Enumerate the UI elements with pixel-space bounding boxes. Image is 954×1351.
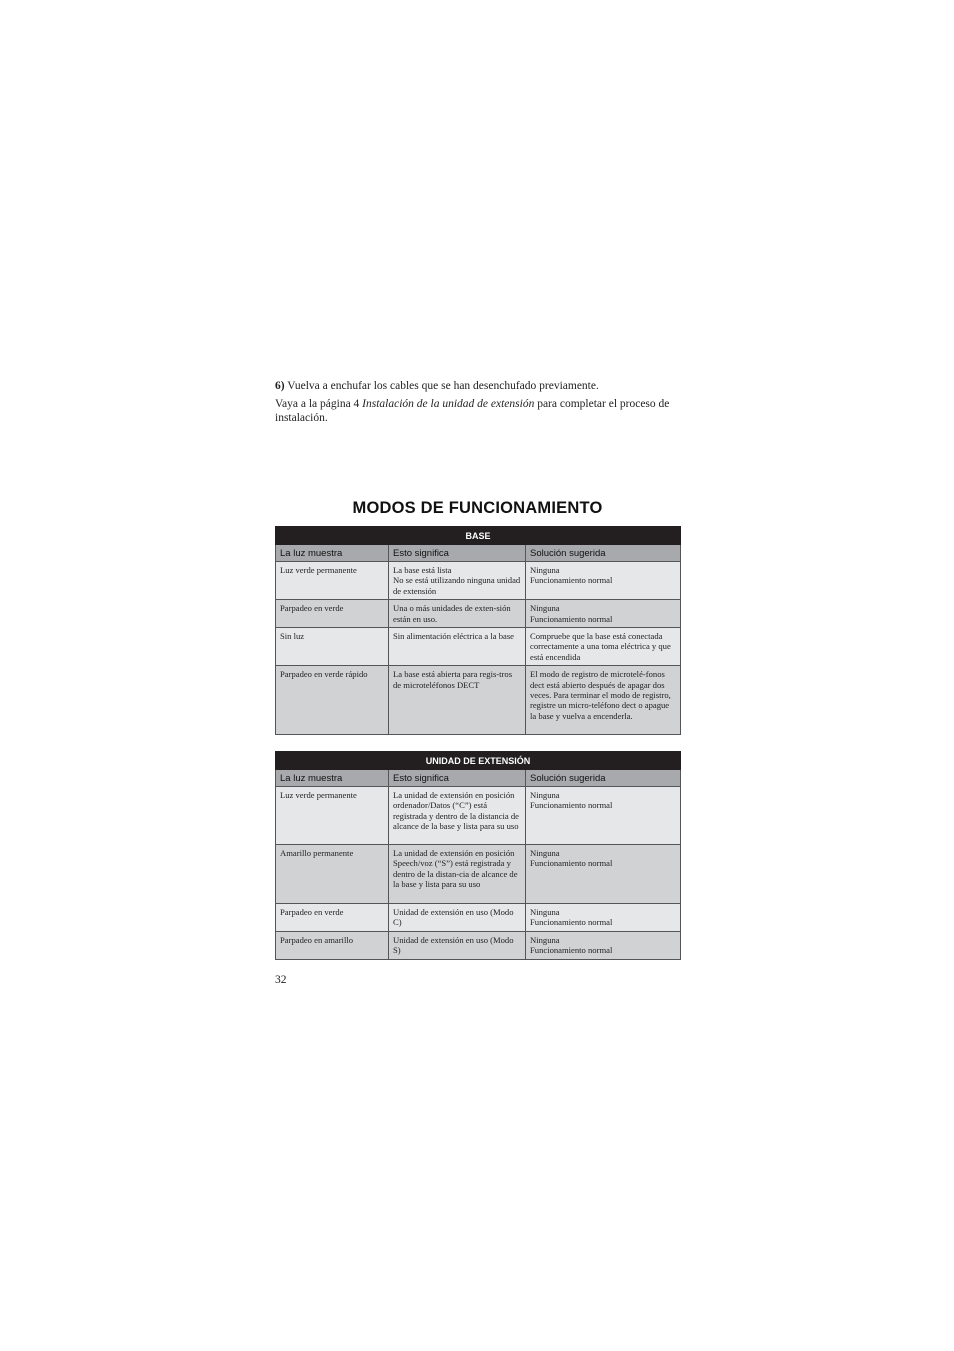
table-row [276,562,681,600]
column-header-solution: Solución sugerida [526,545,681,562]
cell-light: Parpadeo en verde rápido [276,666,389,735]
cell-light: Amarillo permanente [276,845,389,904]
column-header-meaning: Esto significa [389,770,526,787]
cell-meaning: La base está abierta para regis-tros de microteléfonos DECT [389,666,526,735]
cell-meaning: Una o más unidades de exten-sión están en uso. [389,600,526,628]
extension-table [275,751,681,960]
column-header-light: La luz muestra [276,545,389,562]
page-number: 32 [275,974,287,986]
install-note-suffix: para completar el proceso de instalación. [275,398,670,424]
cell-solution: Ninguna Funcionamiento normal [526,931,681,959]
cell-solution: Ninguna Funcionamiento normal [526,904,681,932]
cell-solution: Ninguna Funcionamiento normal [526,600,681,628]
column-header-meaning: Esto significa [389,545,526,562]
column-header-light: La luz muestra [276,770,389,787]
cell-meaning: La unidad de extensión en posición ordenador/Datos (“C”) está registrada y dentro de la distancia de alcance de la base y lista para su uso [389,787,526,845]
cell-light: Parpadeo en verde [276,904,389,932]
table-row [276,931,681,959]
base-table-title: BASE [276,527,681,545]
cell-solution: Compruebe que la base está conectada correctamente a una toma eléctrica y que está encendida [526,628,681,666]
table-row [276,666,681,735]
table-row [276,845,681,904]
cell-meaning: Sin alimentación eléctrica a la base [389,628,526,666]
section-title: MODOS DE FUNCIONAMIENTO [352,499,603,517]
table-row [276,904,681,932]
install-note-paragraph [275,397,685,425]
step-6-text: Vuelva a enchufar los cables que se han desenchufado previamente. [284,380,599,392]
table-row [276,787,681,845]
cell-light: Luz verde permanente [276,787,389,845]
cell-light: Luz verde permanente [276,562,389,600]
cell-meaning: Unidad de extensión en uso (Modo S) [389,931,526,959]
base-table [275,526,681,735]
cell-meaning: La base está lista No se está utilizando ninguna unidad de extensión [389,562,526,600]
cell-meaning: Unidad de extensión en uso (Modo C) [389,904,526,932]
install-note-prefix: Vaya a la página 4 [275,398,363,410]
cell-solution: Ninguna Funcionamiento normal [526,845,681,904]
cell-light: Sin luz [276,628,389,666]
table-row [276,628,681,666]
extension-table-title: UNIDAD DE EXTENSIÓN [276,752,681,770]
table-row [276,600,681,628]
install-note-link-title: Instalación de la unidad de extensión [362,398,535,410]
cell-solution: El modo de registro de microtelé-fonos dect está abierto después de apagar dos veces. Para terminar el modo de registro, registre un micro-teléfono dect o apague la base y vuelva a encenderla. [526,666,681,735]
step-6-number: 6) [275,380,285,392]
cell-meaning: La unidad de extensión en posición Speech/voz (“S”) está registrada y dentro de la distan-cia de alcance de la base y lista para su uso [389,845,526,904]
cell-light: Parpadeo en verde [276,600,389,628]
column-header-solution: Solución sugerida [526,770,681,787]
cell-light: Parpadeo en amarillo [276,931,389,959]
cell-solution: Ninguna Funcionamiento normal [526,787,681,845]
cell-solution: Ninguna Funcionamiento normal [526,562,681,600]
step-6-paragraph [275,379,685,393]
